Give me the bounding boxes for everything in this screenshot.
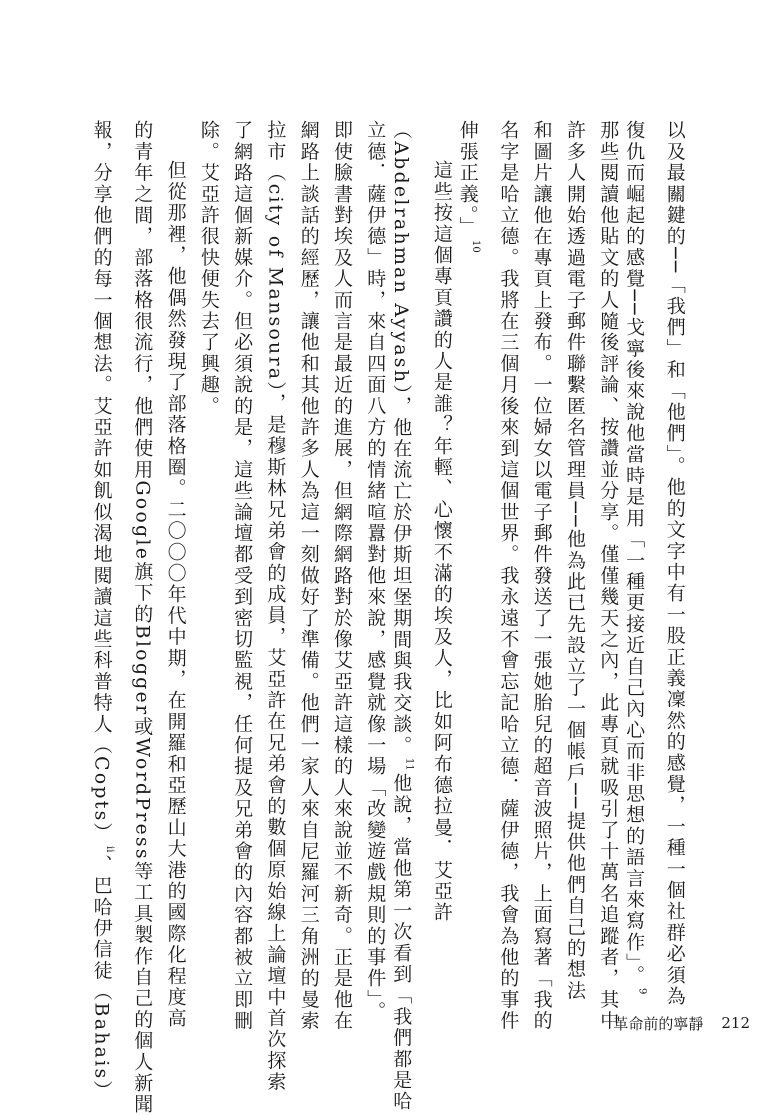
text-column: 那些閱讀他貼文的人隨後評論、按讚並分享。僅僅幾天之內，此專頁就吸引了十萬名追蹤者，其中 bbox=[597, 120, 620, 1032]
text-column: 伸張正義。」$^{10}$ bbox=[462, 120, 488, 980]
footnote-ref: 11 bbox=[403, 758, 415, 772]
text-column: （Abdelrahman Ayyash），他在流亡於伊斯坦堡期間與我交談。$^{11}$他說，當他第一次看到「我們都是哈 bbox=[396, 120, 422, 980]
text-column: 的青年之間，部落格很流行，他們使用Google旗下的Blogger或WordPress等工具製作自己的個人新聞 bbox=[131, 120, 154, 1115]
running-title: 革命前的寧靜 bbox=[613, 1014, 704, 1033]
footnote-ref: 10 bbox=[470, 239, 482, 253]
text-column: 拉市（city of Mansoura），是穆斯林兄弟會的成員，艾亞許在兄弟會的數個原始線上論壇中首次探索 bbox=[264, 120, 287, 1093]
text-column: 即使臉書對埃及人而言是最近的進展，但網際網路對於像艾亞許這樣的人來說並不新奇。正是他在 bbox=[330, 120, 353, 1032]
text-column: 許多人開始透過電子郵件聯繫匿名管理員──他為此已先設立了一個帳戶──提供他們自己的想法 bbox=[563, 120, 586, 1002]
text-column: 名字是哈立德。我將在三個月後來到這個世界。我永遠不會忘記哈立德．薩伊德，我會為他的事件 bbox=[497, 120, 520, 1032]
text-column: 除。艾亞許很快便失去了興趣。 bbox=[197, 120, 220, 417]
text-column: 和圖片讓他在專頁上發布。一位婦女以電子郵件發送了一張她胎兒的超音波照片，上面寫著「我的 bbox=[530, 120, 553, 1032]
text-column-paragraph-start: 這些按這個專頁讚的人是誰？年輕、心懷不滿的埃及人，比如阿布德拉曼．艾亞許 bbox=[430, 160, 453, 924]
text-column-paragraph-start: 但從那裡，他偶然發現了部落格圈。二〇〇〇年代中期，在開羅和亞歷山大港的國際化程度高 bbox=[164, 160, 187, 1030]
footnote-ref: 9 bbox=[636, 987, 648, 995]
text-column: 網路上談話的經歷，讓他和其他許多人為這一刻做好了準備。他們一家人來自尼羅河三角洲的曼索 bbox=[297, 120, 320, 1032]
page-number: 212 bbox=[721, 1014, 750, 1032]
text-column: 復仇而崛起的感覺──戈寧後來說他當時是用「一種更接近自己內心而非思想的語言來寫作」。$^9$ bbox=[629, 120, 655, 980]
text-column: 了網路這個新媒介。但必須說的是，這些論壇都受到密切監視，任何提及兄弟會的內容都被立即刪 bbox=[231, 120, 254, 1032]
footnote-ref: ii bbox=[104, 845, 115, 853]
text-column: 立德．薩伊德」時，來自四面八方的情緒喧囂對他來說，感覺就像一場「改變遊戲規則的事件」。 bbox=[364, 120, 387, 1023]
page-footer bbox=[560, 1012, 750, 1034]
text-column: 以及最關鍵的──「我們」和「他們」。他的文字中有一股正義凜然的感覺，一種一個社群必須為 bbox=[663, 120, 686, 1007]
text-column: 報，分享他們的每一個想法。艾亞許如飢似渴地閱讀這些科普特人（Copts）$^{ii}$、巴哈伊信徒（Bahais） bbox=[96, 120, 122, 980]
